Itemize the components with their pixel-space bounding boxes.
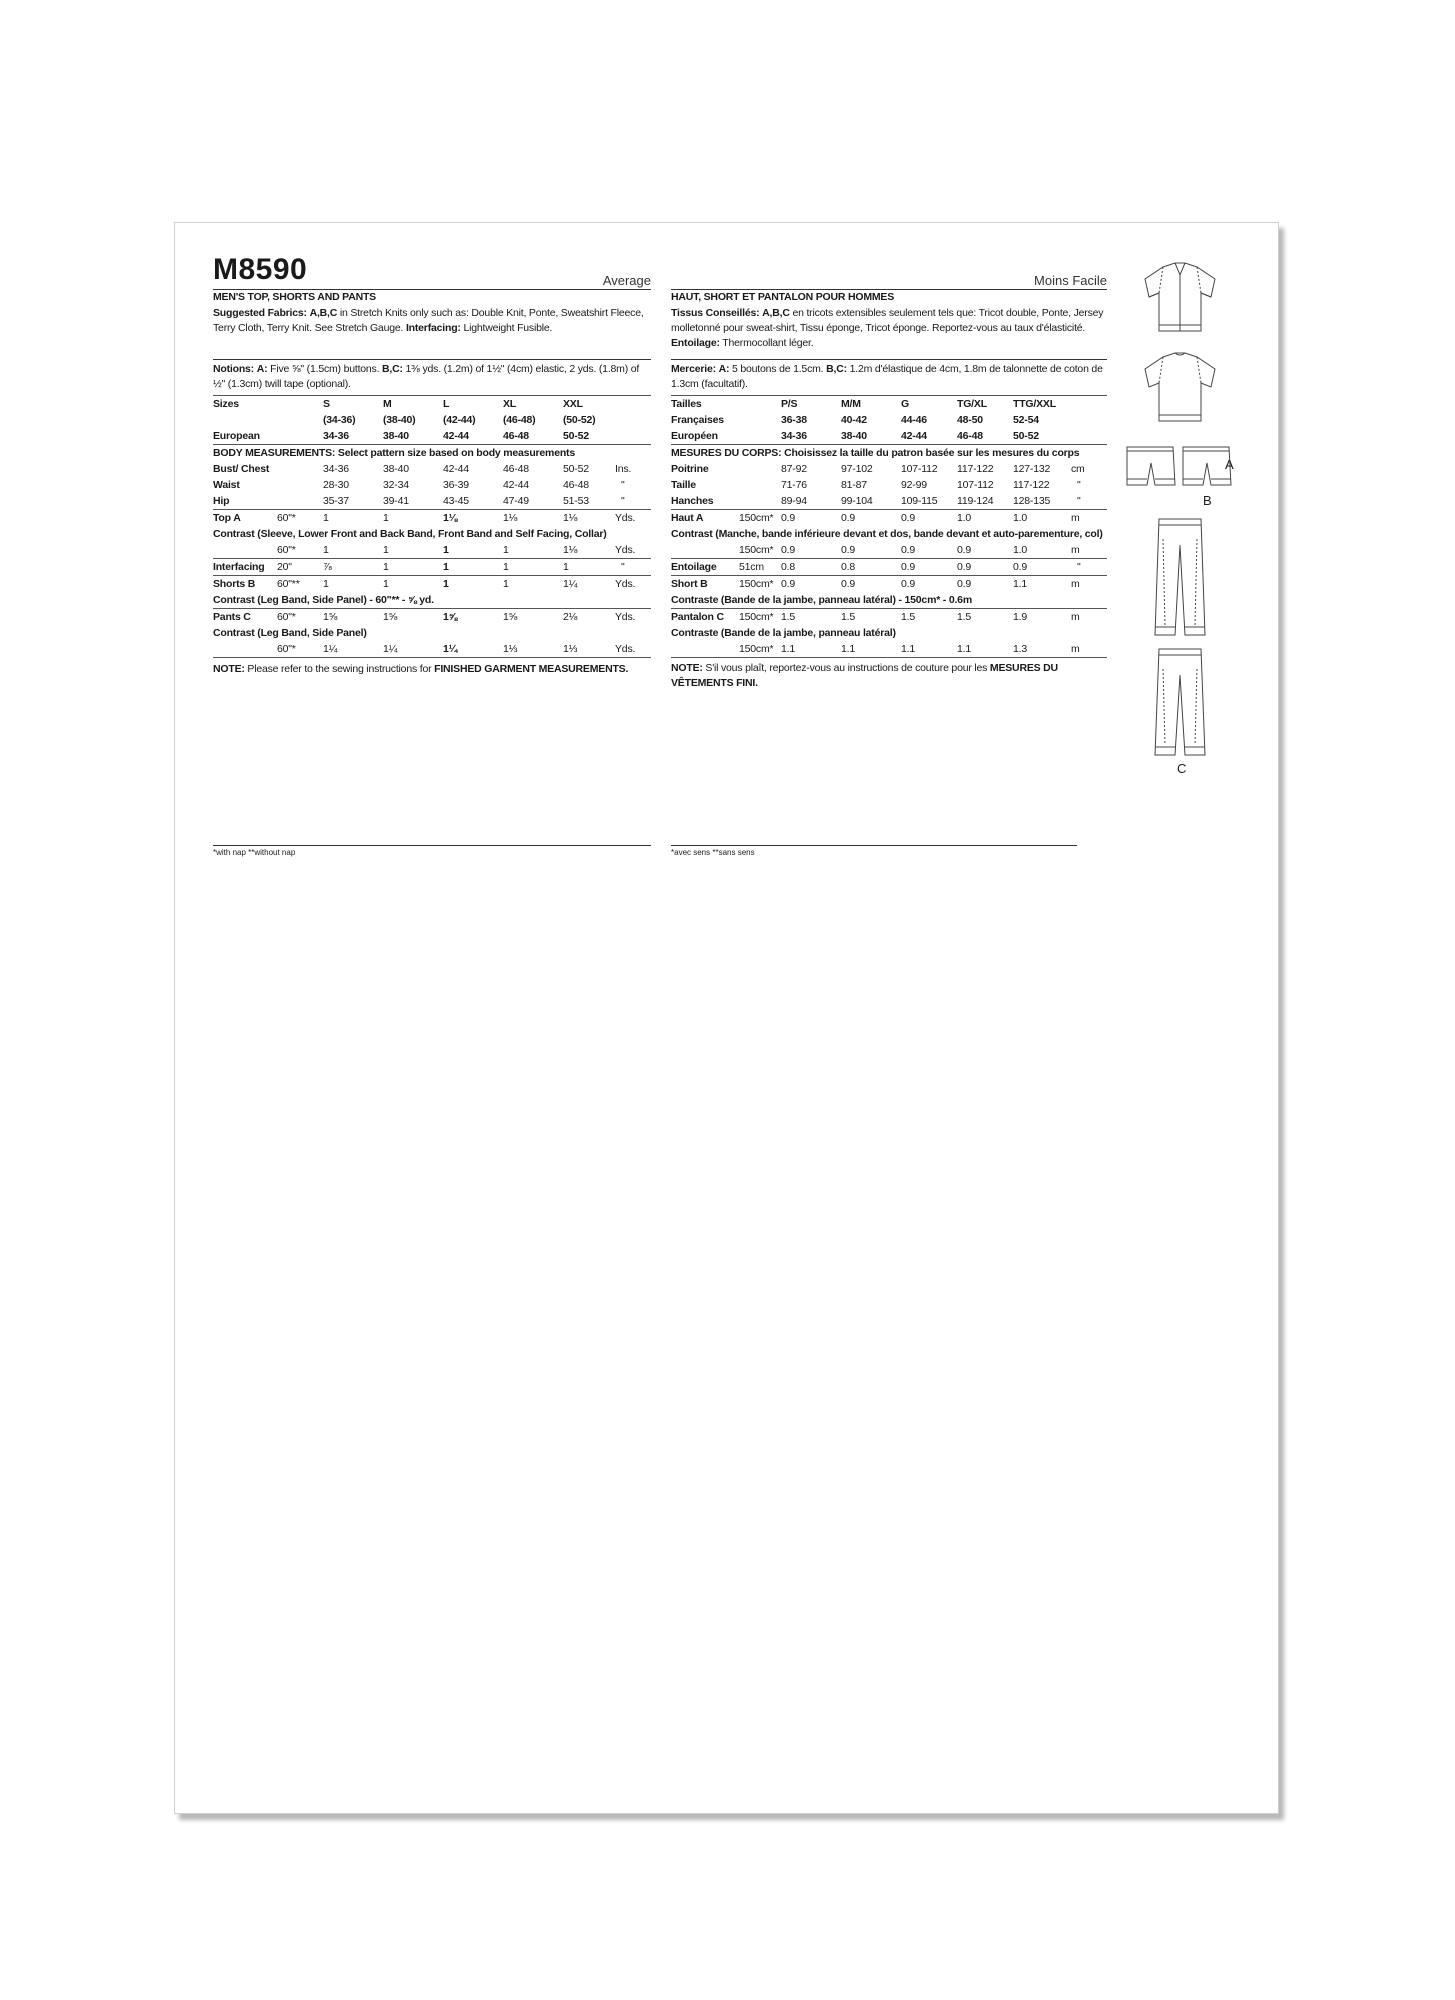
contrast-heading-row: Contraste (Bande de la jambe, panneau latéral) - 150cm* - 0.6m [671,594,972,606]
shorts-b-row: Shorts B 60"** 1 1 1 1 1¼ Yds. [213,576,651,593]
garment-title: MEN'S TOP, SHORTS AND PANTS [213,291,376,303]
footnote: *with nap **without nap [213,848,296,857]
divider [213,359,651,360]
note-row: NOTE: Please refer to the sewing instructions for FINISHED GARMENT MEASUREMENTS. [213,658,651,678]
shirt-back-icon [1145,353,1215,421]
interfacing-row: Interfacing 20" ⅞ 1 1 1 1 " [213,559,651,576]
pants-front-icon [1155,519,1205,635]
body-row: Bust/ Chest 34-36 38-40 42-44 46-48 50-52 Ins. [213,463,632,475]
body-heading-row: MESURES DU CORPS: Choisissez la taille du patron basée sur les mesures du corps [671,445,1107,462]
european-row: Européen 34-36 38-40 42-44 46-48 50-52 [671,430,1039,442]
pants-back-icon [1155,649,1205,755]
sizes-row: Tailles P/S M/M G TG/XL TTG/XXL [671,396,1107,413]
francaises-row: Françaises 36-38 40-42 44-46 48-50 52-54 [671,414,1039,426]
shirt-front-icon [1145,263,1215,331]
footnote: *avec sens **sans sens [671,848,755,857]
notions-text: Mercerie: A: 5 boutons de 1.5cm. B,C: 1.2m d'élastique de 4cm, 1.8m de talonnette de coton de 1.3cm (facultatif). [671,363,1103,390]
view-illustrations [1125,253,1235,776]
garment-sketches [1125,253,1235,773]
fabrics-text: Tissus Conseillés: A,B,C en tricots extensibles seulement tels que: Tricot double, Ponte, Jersey molletonné pour sweat-shirt, Tissu éponge, Tricot éponge. Reportez-vous au taux d'élasticité. Entoilage: Thermocollant léger. [671,307,1104,349]
contrast-heading-row: Contrast (Leg Band, Side Panel) [213,627,367,639]
pattern-code: M8590 [213,253,308,286]
yardage-table [213,395,651,677]
contrast-heading-row: Contrast (Manche, bande inférieure devant et dos, bande devant et auto-parementure, col) [671,528,1103,540]
difficulty-level: Moins Facile [1034,273,1107,288]
difficulty-level: Average [602,273,651,288]
garment-title: HAUT, SHORT ET PANTALON POUR HOMMES [671,291,895,303]
contrast-row: 60"* 1¼ 1¼ 1¼ 1⅓ 1⅓ Yds. [277,643,636,655]
shorts-front-icon [1127,447,1175,485]
divider [671,845,1077,846]
shorts-b-row: Short B 150cm* 0.9 0.9 0.9 0.9 1.1 m [671,576,1107,593]
shorts-back-icon [1183,447,1231,485]
interfacing-row: Entoilage 51cm 0.8 0.8 0.9 0.9 0.9 " [671,559,1107,576]
pants-c-row: Pants C 60"* 1⅝ 1⅝ 1⅝ 1⅝ 2⅛ Yds. [213,609,651,626]
fabrics-text: Suggested Fabrics: A,B,C in Stretch Knits only such as: Double Knit, Ponte, Sweatshirt Fleece, Terry Cloth, Terry Knit. See Stretch Gauge. Interfacing: Lightweight Fusible. [213,307,644,334]
view-label-b: B [1203,493,1212,508]
sizes-row: Sizes S M L XL XXL [213,396,651,413]
contrast-row: 150cm* 0.9 0.9 0.9 0.9 1.0 m [739,544,1080,556]
top-a-row: Top A 60"* 1 1 1⅛ 1⅛ 1⅛ Yds. [213,510,651,527]
notions-text: Notions: A: Five ⅝" (1.5cm) buttons. B,C: 1⅜ yds. (1.2m) of 1½" (4cm) elastic, 2 yds. (1.8m) of ½" (1.3cm) twill tape (optional). [213,363,640,390]
view-label-c: C [1177,761,1187,776]
sizes-sub-row: (34-36) (38-40) (42-44) (46-48) (50-52) [323,414,596,426]
body-row: Taille 71-76 81-87 92-99 107-112 117-122 " [671,479,1081,491]
contrast-row: 60"* 1 1 1 1 1⅛ Yds. [277,544,636,556]
contrast-heading-row: Contrast (Sleeve, Lower Front and Back Band, Front Band and Self Facing, Collar) [213,528,607,540]
note-row: NOTE: S'il vous plaît, reportez-vous au instructions de couture pour les MESURES DU VÊTEMENTS FINI. [671,658,1107,692]
contrast-heading-row: Contrast (Leg Band, Side Panel) - 60"** - ⅝ yd. [213,594,434,606]
body-row: Poitrine 87-92 97-102 107-112 117-122 127-132 cm [671,463,1085,475]
body-row: Hip 35-37 39-41 43-45 47-49 51-53 " [213,495,625,507]
view-label-a: A [1225,457,1234,472]
pants-c-row: Pantalon C 150cm* 1.5 1.5 1.5 1.5 1.9 m [671,609,1107,626]
divider [213,845,651,846]
contrast-row: 150cm* 1.1 1.1 1.1 1.1 1.3 m [739,643,1080,655]
pattern-envelope-page [174,222,1279,1814]
body-heading-row: BODY MEASUREMENTS: Select pattern size based on body measurements [213,445,651,462]
body-row: Hanches 89-94 99-104 109-115 119-124 128-135 " [671,495,1081,507]
yardage-table [671,395,1107,691]
contrast-heading-row: Contraste (Bande de la jambe, panneau latéral) [671,627,896,639]
body-row: Waist 28-30 32-34 36-39 42-44 46-48 " [213,479,625,491]
european-row: European 34-36 38-40 42-44 46-48 50-52 [213,430,589,442]
divider [671,359,1107,360]
top-a-row: Haut A 150cm* 0.9 0.9 0.9 1.0 1.0 m [671,510,1107,527]
